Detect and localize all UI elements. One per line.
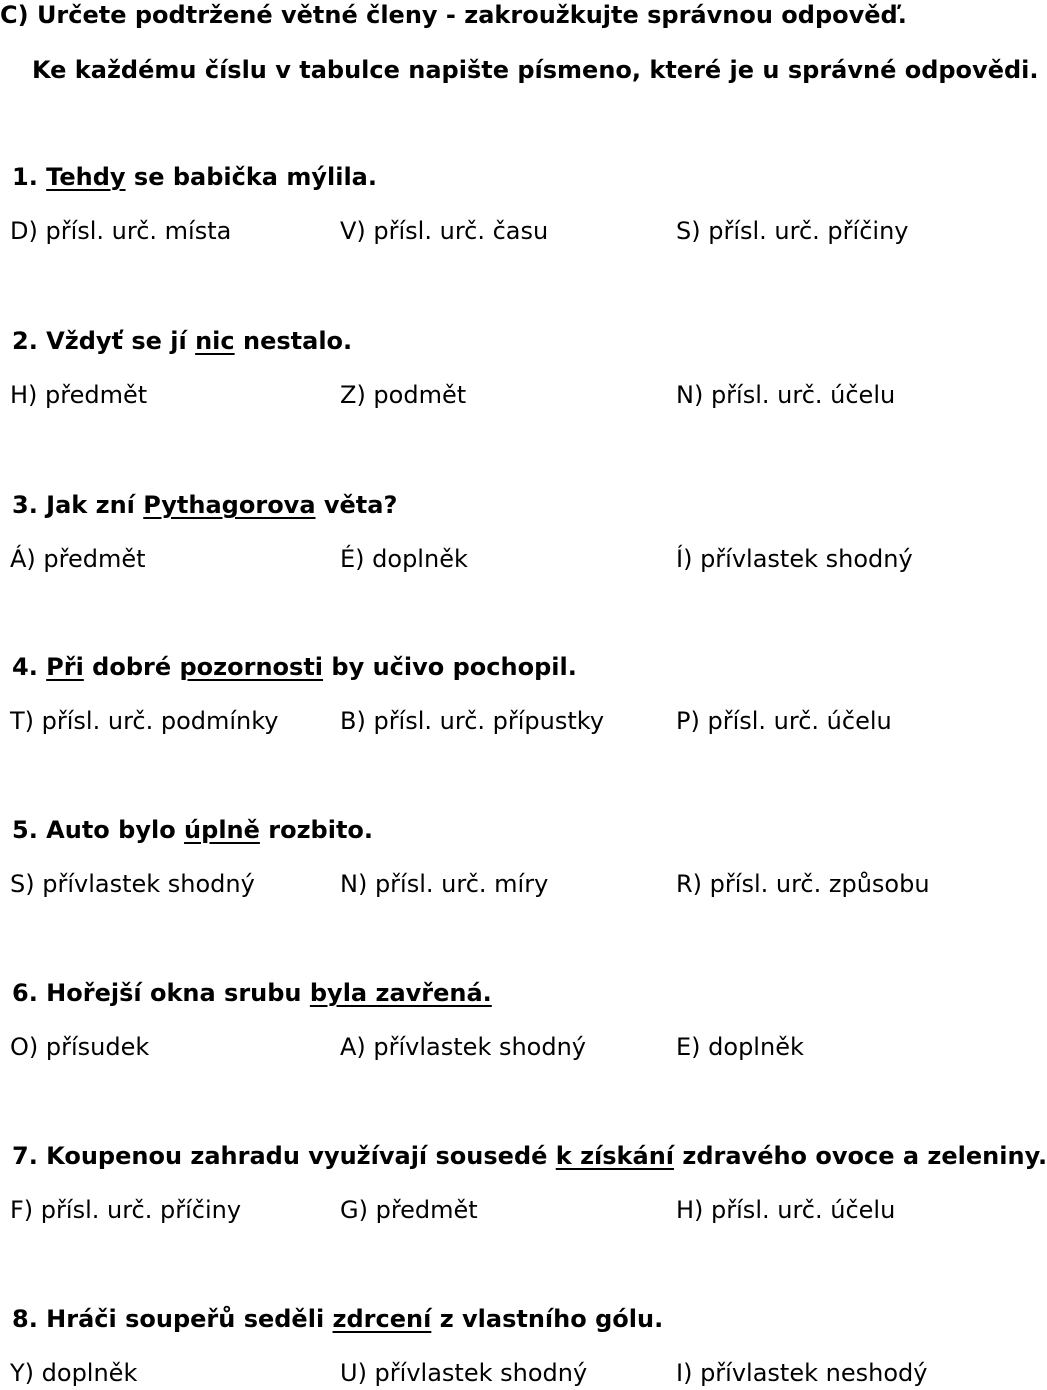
answer-option[interactable]: S) přívlastek shodný <box>10 870 255 898</box>
answer-option[interactable]: R) přísl. urč. způsobu <box>676 870 930 898</box>
underlined-phrase: Tehdy <box>46 163 126 191</box>
sentence-text: by učivo pochopil. <box>323 653 577 681</box>
sentence-text: zdravého ovoce a zeleniny. <box>674 1142 1047 1170</box>
answer-option[interactable]: N) přísl. urč. míry <box>340 870 549 898</box>
underlined-phrase: pozornosti <box>179 653 324 681</box>
answer-option[interactable]: H) předmět <box>10 381 148 409</box>
answer-option[interactable]: I) přívlastek neshodý <box>676 1359 928 1387</box>
question-sentence <box>12 490 397 520</box>
answer-option[interactable]: G) předmět <box>340 1196 478 1224</box>
answer-option[interactable]: É) doplněk <box>340 545 468 573</box>
answer-option[interactable]: Z) podmět <box>340 381 467 409</box>
question-sentence <box>12 1304 663 1334</box>
sentence-text: 2. Vždyť se jí <box>12 327 196 355</box>
question-sentence <box>12 815 373 845</box>
answer-option[interactable]: U) přívlastek shodný <box>340 1359 588 1387</box>
instruction-title: C) Určete podtržené větné členy - zakroužkujte správnou odpověď. <box>0 1 907 29</box>
answer-option[interactable]: P) přísl. urč. účelu <box>676 707 892 735</box>
answer-option[interactable]: O) přísudek <box>10 1033 150 1061</box>
sentence-text: 7. Koupenou zahradu využívají sousedé <box>12 1142 556 1170</box>
sentence-text: rozbito. <box>259 816 374 844</box>
sentence-text: z vlastního gólu. <box>431 1305 664 1333</box>
answer-option[interactable]: N) přísl. urč. účelu <box>676 381 896 409</box>
instruction-subtitle: Ke každému číslu v tabulce napište písmeno, které je u správné odpovědi. <box>32 56 1039 84</box>
underlined-phrase: byla zavřená. <box>309 979 492 1007</box>
sentence-text: 4. <box>12 653 47 681</box>
answer-option[interactable]: Á) předmět <box>10 545 146 573</box>
sentence-text: 6. Hořejší okna srubu <box>12 979 310 1007</box>
sentence-text: nestalo. <box>234 327 353 355</box>
question-sentence <box>12 1141 1047 1171</box>
sentence-text: 8. Hráči soupeřů seděli <box>12 1305 333 1333</box>
answer-option[interactable]: D) přísl. urč. místa <box>10 217 232 245</box>
answer-option[interactable]: E) doplněk <box>676 1033 804 1061</box>
underlined-phrase: nic <box>195 327 235 355</box>
sentence-text: věta? <box>315 491 398 519</box>
answer-option[interactable]: Y) doplněk <box>10 1359 138 1387</box>
underlined-phrase: úplně <box>184 816 260 844</box>
question-sentence <box>12 326 352 356</box>
underlined-phrase: k získání <box>555 1142 675 1170</box>
answer-option[interactable]: B) přísl. urč. přípustky <box>340 707 605 735</box>
answer-option[interactable]: F) přísl. urč. příčiny <box>10 1196 242 1224</box>
answer-option[interactable]: V) přísl. urč. času <box>340 217 549 245</box>
sentence-text: 5. Auto bylo <box>12 816 185 844</box>
underlined-phrase: Pythagorova <box>143 491 316 519</box>
question-sentence <box>12 162 377 192</box>
sentence-text: 3. Jak zní <box>12 491 144 519</box>
answer-option[interactable]: T) přísl. urč. podmínky <box>10 707 279 735</box>
underlined-phrase: Při <box>46 653 84 681</box>
answer-option[interactable]: S) přísl. urč. příčiny <box>676 217 909 245</box>
answer-option[interactable]: H) přísl. urč. účelu <box>676 1196 896 1224</box>
underlined-phrase: zdrcení <box>332 1305 432 1333</box>
question-sentence <box>12 652 577 682</box>
question-sentence <box>12 978 492 1008</box>
sentence-text: 1. <box>12 163 47 191</box>
answer-option[interactable]: A) přívlastek shodný <box>340 1033 587 1061</box>
answer-option[interactable]: Í) přívlastek shodný <box>676 545 913 573</box>
sentence-text: dobré <box>83 653 180 681</box>
sentence-text: se babička mýlila. <box>125 163 377 191</box>
